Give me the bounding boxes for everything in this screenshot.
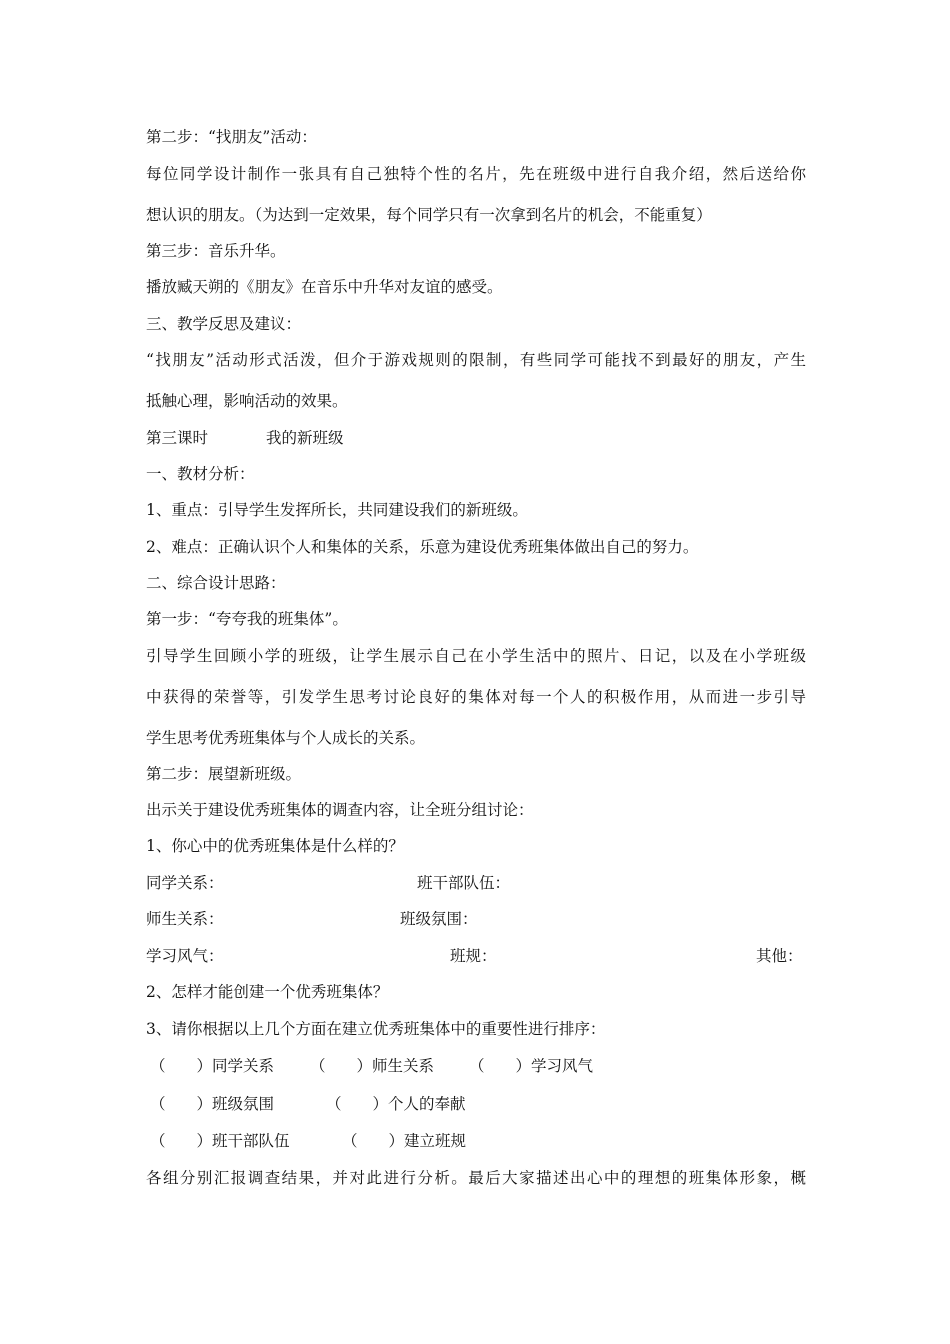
paragraph-line: 引导学生回顾小学的班级，让学生展示自己在小学生活中的照片、日记，以及在小学班级: [146, 647, 806, 665]
ranking-option: （ ）学习风气: [469, 1057, 594, 1075]
survey-label: 同学关系：: [146, 874, 224, 892]
paragraph-line: 学生思考优秀班集体与个人成长的关系。: [146, 729, 426, 747]
step-three-heading: 第三步：音乐升华。: [146, 242, 286, 260]
ranking-option: （ ）建立班规: [342, 1132, 467, 1150]
ranking-option: （ ）班级氛围: [150, 1095, 275, 1113]
paragraph-line: 每位同学设计制作一张具有自己独特个性的名片，先在班级中进行自我介绍，然后送给你: [146, 165, 806, 183]
section-heading: 三、教学反思及建议：: [146, 315, 302, 333]
ranking-option: （ ）同学关系: [150, 1057, 275, 1075]
section-heading: 一、教材分析：: [146, 465, 255, 483]
step-two-heading: 第二步：展望新班级。: [146, 765, 302, 783]
list-item: 2、怎样才能创建一个优秀班集体？: [146, 983, 389, 1001]
paragraph-line: 出示关于建设优秀班集体的调查内容，让全班分组讨论：: [146, 801, 534, 819]
paragraph-line: 各组分别汇报调查结果，并对此进行分析。最后大家描述出心中的理想的班集体形象，概: [146, 1169, 806, 1187]
list-item: 3、请你根据以上几个方面在建立优秀班集体中的重要性进行排序：: [146, 1020, 606, 1038]
step-two-heading: 第二步：“找朋友”活动：: [146, 128, 317, 146]
paragraph-line: “找朋友”活动形式活泼，但介于游戏规则的限制，有些同学可能找不到最好的朋友，产生: [146, 351, 806, 369]
section-heading: 二、综合设计思路：: [146, 574, 286, 592]
list-item: 2、难点：正确认识个人和集体的关系，乐意为建设优秀班集体做出自己的努力。: [146, 538, 699, 556]
ranking-option: （ ）师生关系: [310, 1057, 435, 1075]
survey-label: 师生关系：: [146, 910, 224, 928]
lesson-number: 第三课时: [146, 429, 209, 447]
survey-label: 班干部队伍：: [417, 874, 511, 892]
lesson-title: 我的新班级: [266, 429, 344, 447]
paragraph-line: 中获得的荣誉等，引发学生思考讨论良好的集体对每一个人的积极作用，从而进一步引导: [146, 688, 806, 706]
survey-label: 班规：: [450, 947, 497, 965]
list-item: 1、你心中的优秀班集体是什么样的？: [146, 837, 404, 855]
paragraph-line: 想认识的朋友。（为达到一定效果，每个同学只有一次拿到名片的机会，不能重复）: [146, 206, 712, 224]
paragraph-line: 抵触心理，影响活动的效果。: [146, 392, 348, 410]
ranking-option: （ ）班干部队伍: [150, 1132, 290, 1150]
step-one-heading: 第一步：“夸夸我的班集体”。: [146, 610, 348, 628]
paragraph-line: 播放臧天朔的《朋友》在音乐中升华对友谊的感受。: [146, 278, 503, 296]
survey-label: 其他：: [756, 947, 803, 965]
survey-label: 班级氛围：: [400, 910, 478, 928]
ranking-option: （ ）个人的奉献: [326, 1095, 466, 1113]
list-item: 1、重点：引导学生发挥所长，共同建设我们的新班级。: [146, 501, 528, 519]
survey-label: 学习风气：: [146, 947, 224, 965]
